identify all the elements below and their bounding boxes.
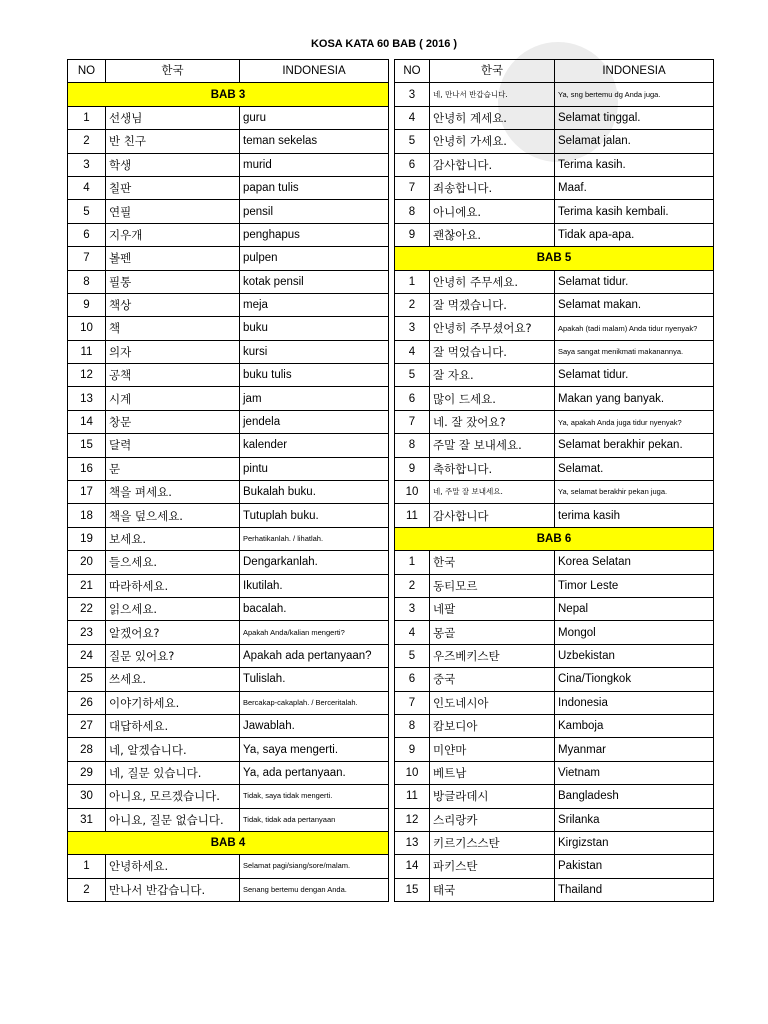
row-number: 5: [395, 644, 430, 667]
row-number: 25: [68, 668, 106, 691]
indonesian-translation: Tulislah.: [240, 668, 389, 691]
section-title: BAB 5: [395, 247, 714, 270]
row-number: 3: [395, 317, 430, 340]
korean-word: 지우개: [106, 223, 240, 246]
row-number: 14: [68, 410, 106, 433]
header-row: [395, 60, 714, 83]
indonesian-translation: buku tulis: [240, 364, 389, 387]
korean-word: 창문: [106, 410, 240, 433]
korean-word: 이야기하세요.: [106, 691, 240, 714]
vocab-row: [68, 855, 389, 878]
vocab-row: [395, 153, 714, 176]
vocab-row: [68, 668, 389, 691]
vocab-row: [395, 293, 714, 316]
indonesian-translation: Selamat makan.: [555, 293, 714, 316]
vocab-row: [68, 785, 389, 808]
indonesian-translation: Terima kasih kembali.: [555, 200, 714, 223]
vocab-row: [395, 574, 714, 597]
section-title: BAB 6: [395, 527, 714, 550]
vocab-row: [395, 83, 714, 106]
korean-word: 감사합니다.: [430, 153, 555, 176]
korean-word: 캄보디아: [430, 714, 555, 737]
korean-word: 괜찮아요.: [430, 223, 555, 246]
korean-word: 중국: [430, 668, 555, 691]
vocab-row: [68, 387, 389, 410]
korean-word: 네, 주말 잘 보내세요.: [430, 481, 555, 504]
korean-word: 아니요, 모르겠습니다.: [106, 785, 240, 808]
korean-word: 동티모르: [430, 574, 555, 597]
korean-word: 파키스탄: [430, 855, 555, 878]
row-number: 8: [395, 200, 430, 223]
row-number: 20: [68, 551, 106, 574]
row-number: 1: [68, 106, 106, 129]
vocab-row: [395, 785, 714, 808]
indonesian-translation: Tutuplah buku.: [240, 504, 389, 527]
korean-word: 네, 질문 있습니다.: [106, 761, 240, 784]
vocab-row: [395, 738, 714, 761]
vocab-row: [395, 808, 714, 831]
korean-word: 몽골: [430, 621, 555, 644]
row-number: 2: [68, 878, 106, 901]
vocab-row: [68, 153, 389, 176]
korean-word: 만나서 반갑습니다.: [106, 878, 240, 901]
korean-word: 의자: [106, 340, 240, 363]
section-title: BAB 3: [68, 83, 389, 106]
row-number: 18: [68, 504, 106, 527]
korean-word: 보세요.: [106, 527, 240, 550]
vocab-row: [395, 855, 714, 878]
vocab-row: [68, 200, 389, 223]
korean-word: 네, 만나서 반갑습니다.: [430, 83, 555, 106]
row-number: 16: [68, 457, 106, 480]
row-number: 31: [68, 808, 106, 831]
indonesian-translation: Pakistan: [555, 855, 714, 878]
vocab-row: [68, 364, 389, 387]
row-number: 6: [395, 387, 430, 410]
indonesian-translation: kursi: [240, 340, 389, 363]
indonesian-translation: Mongol: [555, 621, 714, 644]
row-number: 10: [68, 317, 106, 340]
header-no: NO: [395, 60, 430, 83]
indonesian-translation: Nepal: [555, 597, 714, 620]
korean-word: 감사합니다: [430, 504, 555, 527]
korean-word: 읽으세요.: [106, 597, 240, 620]
row-number: 23: [68, 621, 106, 644]
vocab-row: [68, 247, 389, 270]
indonesian-translation: Maaf.: [555, 176, 714, 199]
row-number: 19: [68, 527, 106, 550]
vocab-row: [395, 878, 714, 901]
row-number: 10: [395, 761, 430, 784]
indonesian-translation: Ya, apakah Anda juga tidur nyenyak?: [555, 410, 714, 433]
vocab-row: [68, 527, 389, 550]
vocab-row: [68, 340, 389, 363]
row-number: 9: [395, 223, 430, 246]
korean-word: 잘 자요.: [430, 364, 555, 387]
vocab-row: [395, 340, 714, 363]
vocab-row: [68, 481, 389, 504]
indonesian-translation: jam: [240, 387, 389, 410]
vocab-row: [395, 621, 714, 644]
indonesian-translation: Senang bertemu dengan Anda.: [240, 878, 389, 901]
indonesian-translation: Tidak, saya tidak mengerti.: [240, 785, 389, 808]
vocab-row: [68, 878, 389, 901]
vocab-row: [395, 668, 714, 691]
row-number: 22: [68, 597, 106, 620]
vocab-table-left: [67, 59, 389, 902]
row-number: 3: [395, 83, 430, 106]
korean-word: 안녕히 주무세요.: [430, 270, 555, 293]
row-number: 3: [395, 597, 430, 620]
korean-word: 연필: [106, 200, 240, 223]
korean-word: 칠판: [106, 176, 240, 199]
vocab-table-right: [394, 59, 714, 902]
indonesian-translation: Terima kasih.: [555, 153, 714, 176]
vocab-row: [68, 738, 389, 761]
korean-word: 대답하세요.: [106, 714, 240, 737]
indonesian-translation: papan tulis: [240, 176, 389, 199]
vocab-row: [395, 691, 714, 714]
korean-word: 선생님: [106, 106, 240, 129]
row-number: 11: [395, 785, 430, 808]
indonesian-translation: Thailand: [555, 878, 714, 901]
korean-word: 들으세요.: [106, 551, 240, 574]
indonesian-translation: meja: [240, 293, 389, 316]
section-header-row: [68, 831, 389, 854]
indonesian-translation: Selamat tidur.: [555, 270, 714, 293]
korean-word: 책을 펴세요.: [106, 481, 240, 504]
korean-word: 인도네시아: [430, 691, 555, 714]
indonesian-translation: Perhatikanlah. / lihatlah.: [240, 527, 389, 550]
row-number: 1: [395, 270, 430, 293]
vocab-row: [395, 457, 714, 480]
vocab-row: [395, 130, 714, 153]
vocab-row: [68, 574, 389, 597]
section-header-row: [395, 527, 714, 550]
korean-word: 잘 먹었습니다.: [430, 340, 555, 363]
vocab-row: [68, 106, 389, 129]
row-number: 29: [68, 761, 106, 784]
indonesian-translation: jendela: [240, 410, 389, 433]
korean-word: 학생: [106, 153, 240, 176]
vocab-row: [68, 691, 389, 714]
row-number: 10: [395, 481, 430, 504]
indonesian-translation: Ya, selamat berakhir pekan juga.: [555, 481, 714, 504]
header-korean: 한국: [106, 60, 240, 83]
row-number: 7: [68, 247, 106, 270]
vocab-row: [395, 106, 714, 129]
vocab-row: [395, 644, 714, 667]
vocab-row: [395, 761, 714, 784]
row-number: 9: [68, 293, 106, 316]
indonesian-translation: Srilanka: [555, 808, 714, 831]
indonesian-translation: kotak pensil: [240, 270, 389, 293]
korean-word: 달력: [106, 434, 240, 457]
korean-word: 축하합니다.: [430, 457, 555, 480]
indonesian-translation: Ya, ada pertanyaan.: [240, 761, 389, 784]
row-number: 14: [395, 855, 430, 878]
korean-word: 볼펜: [106, 247, 240, 270]
vocab-row: [395, 200, 714, 223]
indonesian-translation: pensil: [240, 200, 389, 223]
indonesian-translation: Uzbekistan: [555, 644, 714, 667]
korean-word: 네, 알겠습니다.: [106, 738, 240, 761]
indonesian-translation: Selamat pagi/siang/sore/malam.: [240, 855, 389, 878]
row-number: 2: [395, 574, 430, 597]
vocab-row: [68, 293, 389, 316]
indonesian-translation: Indonesia: [555, 691, 714, 714]
indonesian-translation: Makan yang banyak.: [555, 387, 714, 410]
indonesian-translation: pintu: [240, 457, 389, 480]
row-number: 4: [395, 340, 430, 363]
indonesian-translation: Jawablah.: [240, 714, 389, 737]
row-number: 7: [395, 410, 430, 433]
row-number: 15: [68, 434, 106, 457]
korean-word: 잘 먹겠습니다.: [430, 293, 555, 316]
row-number: 4: [395, 106, 430, 129]
indonesian-translation: Selamat berakhir pekan.: [555, 434, 714, 457]
vocab-row: [68, 551, 389, 574]
vocab-row: [68, 270, 389, 293]
row-number: 7: [395, 691, 430, 714]
vocab-row: [68, 434, 389, 457]
vocab-row: [68, 621, 389, 644]
vocab-row: [395, 504, 714, 527]
indonesian-translation: Myanmar: [555, 738, 714, 761]
korean-word: 책을 덮으세요.: [106, 504, 240, 527]
korean-word: 스리랑카: [430, 808, 555, 831]
row-number: 5: [395, 130, 430, 153]
row-number: 13: [68, 387, 106, 410]
indonesian-translation: Bercakap-cakaplah. / Berceritalah.: [240, 691, 389, 714]
korean-word: 아니요, 질문 없습니다.: [106, 808, 240, 831]
indonesian-translation: penghapus: [240, 223, 389, 246]
row-number: 2: [395, 293, 430, 316]
indonesian-translation: kalender: [240, 434, 389, 457]
indonesian-translation: Selamat.: [555, 457, 714, 480]
row-number: 13: [395, 831, 430, 854]
section-header-row: [395, 247, 714, 270]
indonesian-translation: Saya sangat menikmati makanannya.: [555, 340, 714, 363]
row-number: 6: [395, 153, 430, 176]
korean-word: 따라하세요.: [106, 574, 240, 597]
vocab-row: [68, 808, 389, 831]
vocab-row: [68, 457, 389, 480]
vocab-row: [68, 176, 389, 199]
section-header-row: [68, 83, 389, 106]
vocab-row: [68, 597, 389, 620]
indonesian-translation: Selamat tidur.: [555, 364, 714, 387]
korean-word: 쓰세요.: [106, 668, 240, 691]
korean-word: 시계: [106, 387, 240, 410]
vocab-row: [395, 481, 714, 504]
row-number: 1: [395, 551, 430, 574]
korean-word: 알겠어요?: [106, 621, 240, 644]
indonesian-translation: Bangladesh: [555, 785, 714, 808]
row-number: 12: [395, 808, 430, 831]
header-row: [68, 60, 389, 83]
indonesian-translation: teman sekelas: [240, 130, 389, 153]
indonesian-translation: Apakah ada pertanyaan?: [240, 644, 389, 667]
korean-word: 한국: [430, 551, 555, 574]
korean-word: 베트남: [430, 761, 555, 784]
indonesian-translation: bacalah.: [240, 597, 389, 620]
korean-word: 안녕히 가세요.: [430, 130, 555, 153]
row-number: 4: [395, 621, 430, 644]
korean-word: 안녕히 주무셨어요?: [430, 317, 555, 340]
row-number: 27: [68, 714, 106, 737]
indonesian-translation: Vietnam: [555, 761, 714, 784]
indonesian-translation: Ikutilah.: [240, 574, 389, 597]
korean-word: 태국: [430, 878, 555, 901]
row-number: 5: [395, 364, 430, 387]
row-number: 4: [68, 176, 106, 199]
row-number: 8: [68, 270, 106, 293]
row-number: 9: [395, 738, 430, 761]
indonesian-translation: Kamboja: [555, 714, 714, 737]
row-number: 17: [68, 481, 106, 504]
row-number: 7: [395, 176, 430, 199]
vocab-row: [395, 223, 714, 246]
indonesian-translation: Apakah Anda/kalian mengerti?: [240, 621, 389, 644]
row-number: 26: [68, 691, 106, 714]
korean-word: 아니에요.: [430, 200, 555, 223]
vocab-row: [395, 410, 714, 433]
header-korean: 한국: [430, 60, 555, 83]
indonesian-translation: Ya, saya mengerti.: [240, 738, 389, 761]
row-number: 6: [68, 223, 106, 246]
vocab-row: [395, 831, 714, 854]
indonesian-translation: Selamat tinggal.: [555, 106, 714, 129]
korean-word: 우즈베키스탄: [430, 644, 555, 667]
vocab-row: [395, 597, 714, 620]
indonesian-translation: Korea Selatan: [555, 551, 714, 574]
korean-word: 문: [106, 457, 240, 480]
row-number: 15: [395, 878, 430, 901]
korean-word: 책상: [106, 293, 240, 316]
indonesian-translation: buku: [240, 317, 389, 340]
korean-word: 안녕히 계세요.: [430, 106, 555, 129]
korean-word: 많이 드세요.: [430, 387, 555, 410]
korean-word: 필통: [106, 270, 240, 293]
indonesian-translation: Timor Leste: [555, 574, 714, 597]
header-indonesia: INDONESIA: [555, 60, 714, 83]
row-number: 21: [68, 574, 106, 597]
vocab-row: [395, 176, 714, 199]
korean-word: 안녕하세요.: [106, 855, 240, 878]
page-title: KOSA KATA 60 BAB ( 2016 ): [310, 38, 458, 50]
vocab-row: [68, 223, 389, 246]
korean-word: 주말 잘 보내세요.: [430, 434, 555, 457]
indonesian-translation: guru: [240, 106, 389, 129]
vocab-row: [68, 644, 389, 667]
row-number: 6: [395, 668, 430, 691]
korean-word: 네. 잘 잤어요?: [430, 410, 555, 433]
indonesian-translation: Selamat jalan.: [555, 130, 714, 153]
korean-word: 반 친구: [106, 130, 240, 153]
korean-word: 방글라데시: [430, 785, 555, 808]
korean-word: 미얀마: [430, 738, 555, 761]
row-number: 11: [68, 340, 106, 363]
row-number: 9: [395, 457, 430, 480]
indonesian-translation: Tidak, tidak ada pertanyaan: [240, 808, 389, 831]
korean-word: 공책: [106, 364, 240, 387]
indonesian-translation: terima kasih: [555, 504, 714, 527]
row-number: 24: [68, 644, 106, 667]
indonesian-translation: murid: [240, 153, 389, 176]
vocab-row: [395, 270, 714, 293]
vocab-row: [395, 551, 714, 574]
row-number: 8: [395, 434, 430, 457]
indonesian-translation: Tidak apa-apa.: [555, 223, 714, 246]
row-number: 1: [68, 855, 106, 878]
row-number: 5: [68, 200, 106, 223]
row-number: 8: [395, 714, 430, 737]
vocab-row: [68, 761, 389, 784]
vocab-row: [395, 317, 714, 340]
row-number: 2: [68, 130, 106, 153]
vocab-row: [395, 714, 714, 737]
vocab-row: [395, 364, 714, 387]
indonesian-translation: Apakah (tadi malam) Anda tidur nyenyak?: [555, 317, 714, 340]
header-no: NO: [68, 60, 106, 83]
vocab-row: [68, 714, 389, 737]
indonesian-translation: Ya, sng bertemu dg Anda juga.: [555, 83, 714, 106]
vocab-row: [68, 130, 389, 153]
korean-word: 질문 있어요?: [106, 644, 240, 667]
korean-word: 책: [106, 317, 240, 340]
row-number: 28: [68, 738, 106, 761]
vocab-row: [395, 387, 714, 410]
header-indonesia: INDONESIA: [240, 60, 389, 83]
vocab-row: [68, 410, 389, 433]
indonesian-translation: Bukalah buku.: [240, 481, 389, 504]
row-number: 11: [395, 504, 430, 527]
vocab-row: [395, 434, 714, 457]
row-number: 12: [68, 364, 106, 387]
indonesian-translation: Dengarkanlah.: [240, 551, 389, 574]
korean-word: 키르기스스탄: [430, 831, 555, 854]
row-number: 3: [68, 153, 106, 176]
korean-word: 네팔: [430, 597, 555, 620]
vocab-row: [68, 504, 389, 527]
indonesian-translation: pulpen: [240, 247, 389, 270]
row-number: 30: [68, 785, 106, 808]
vocab-row: [68, 317, 389, 340]
indonesian-translation: Cina/Tiongkok: [555, 668, 714, 691]
indonesian-translation: Kirgizstan: [555, 831, 714, 854]
section-title: BAB 4: [68, 831, 389, 854]
korean-word: 죄송합니다.: [430, 176, 555, 199]
